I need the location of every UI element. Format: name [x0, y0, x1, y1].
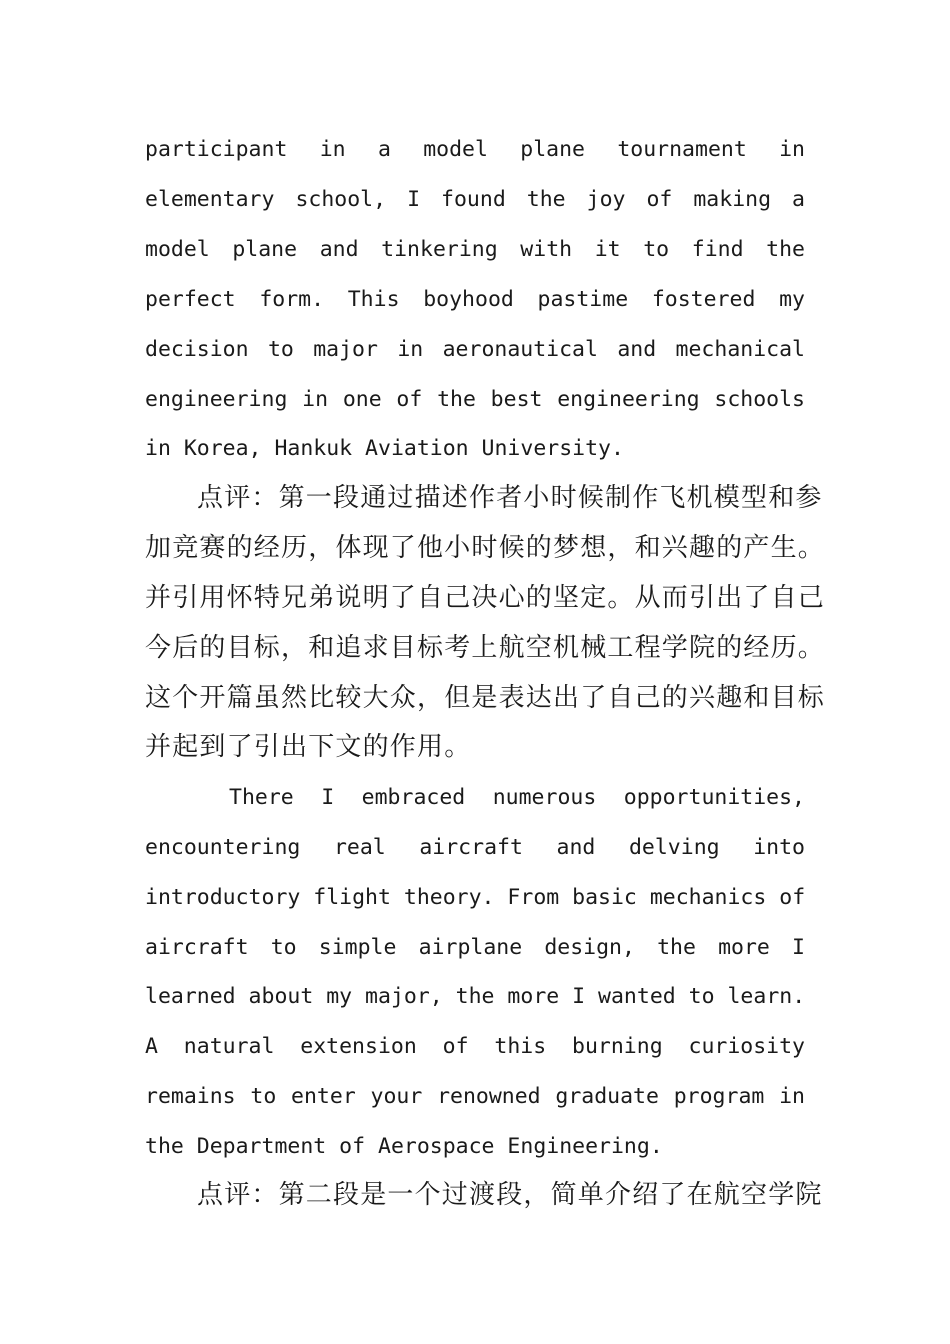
text-line: 并引用怀特兄弟说明了自己决心的坚定。从而引出了自己	[145, 583, 826, 613]
text-line: perfect form. This boyhood pastime fostered my	[145, 287, 805, 312]
text-line: engineering in one of the best engineering schools	[145, 387, 805, 412]
text-line: 这个开篇虽然比较大众，但是表达出了自己的兴趣和目标	[145, 683, 826, 713]
text-line: 点评：第一段通过描述作者小时候制作飞机模型和参	[197, 483, 823, 513]
text-line: encountering real aircraft and delving into	[145, 835, 805, 860]
text-line: in Korea, Hankuk Aviation University.	[145, 436, 624, 461]
text-line: aircraft to simple airplane design, the more I	[145, 935, 805, 960]
text-line: learned about my major, the more I wanted to learn.	[145, 984, 806, 1009]
text-line: 今后的目标，和追求目标考上航空机械工程学院的经历。	[145, 633, 826, 663]
text-line: 点评：第二段是一个过渡段，简单介绍了在航空学院	[197, 1180, 823, 1210]
text-line: remains to enter your renowned graduate program in	[145, 1084, 805, 1109]
text-line: decision to major in aeronautical and mechanical	[145, 337, 805, 362]
text-line: A natural extension of this burning curiosity	[145, 1034, 805, 1059]
text-line: 并起到了引出下文的作用。	[145, 732, 472, 762]
text-line: model plane and tinkering with it to find the	[145, 237, 805, 262]
text-line: the Department of Aerospace Engineering.	[145, 1134, 663, 1159]
text-line: There I embraced numerous opportunities,	[229, 785, 805, 810]
text-line: 加竞赛的经历，体现了他小时候的梦想，和兴趣的产生。	[145, 533, 826, 563]
text-line: elementary school, I found the joy of making a	[145, 187, 805, 212]
text-line: introductory flight theory. From basic mechanics of	[145, 885, 806, 910]
text-line: participant in a model plane tournament in	[145, 137, 805, 162]
